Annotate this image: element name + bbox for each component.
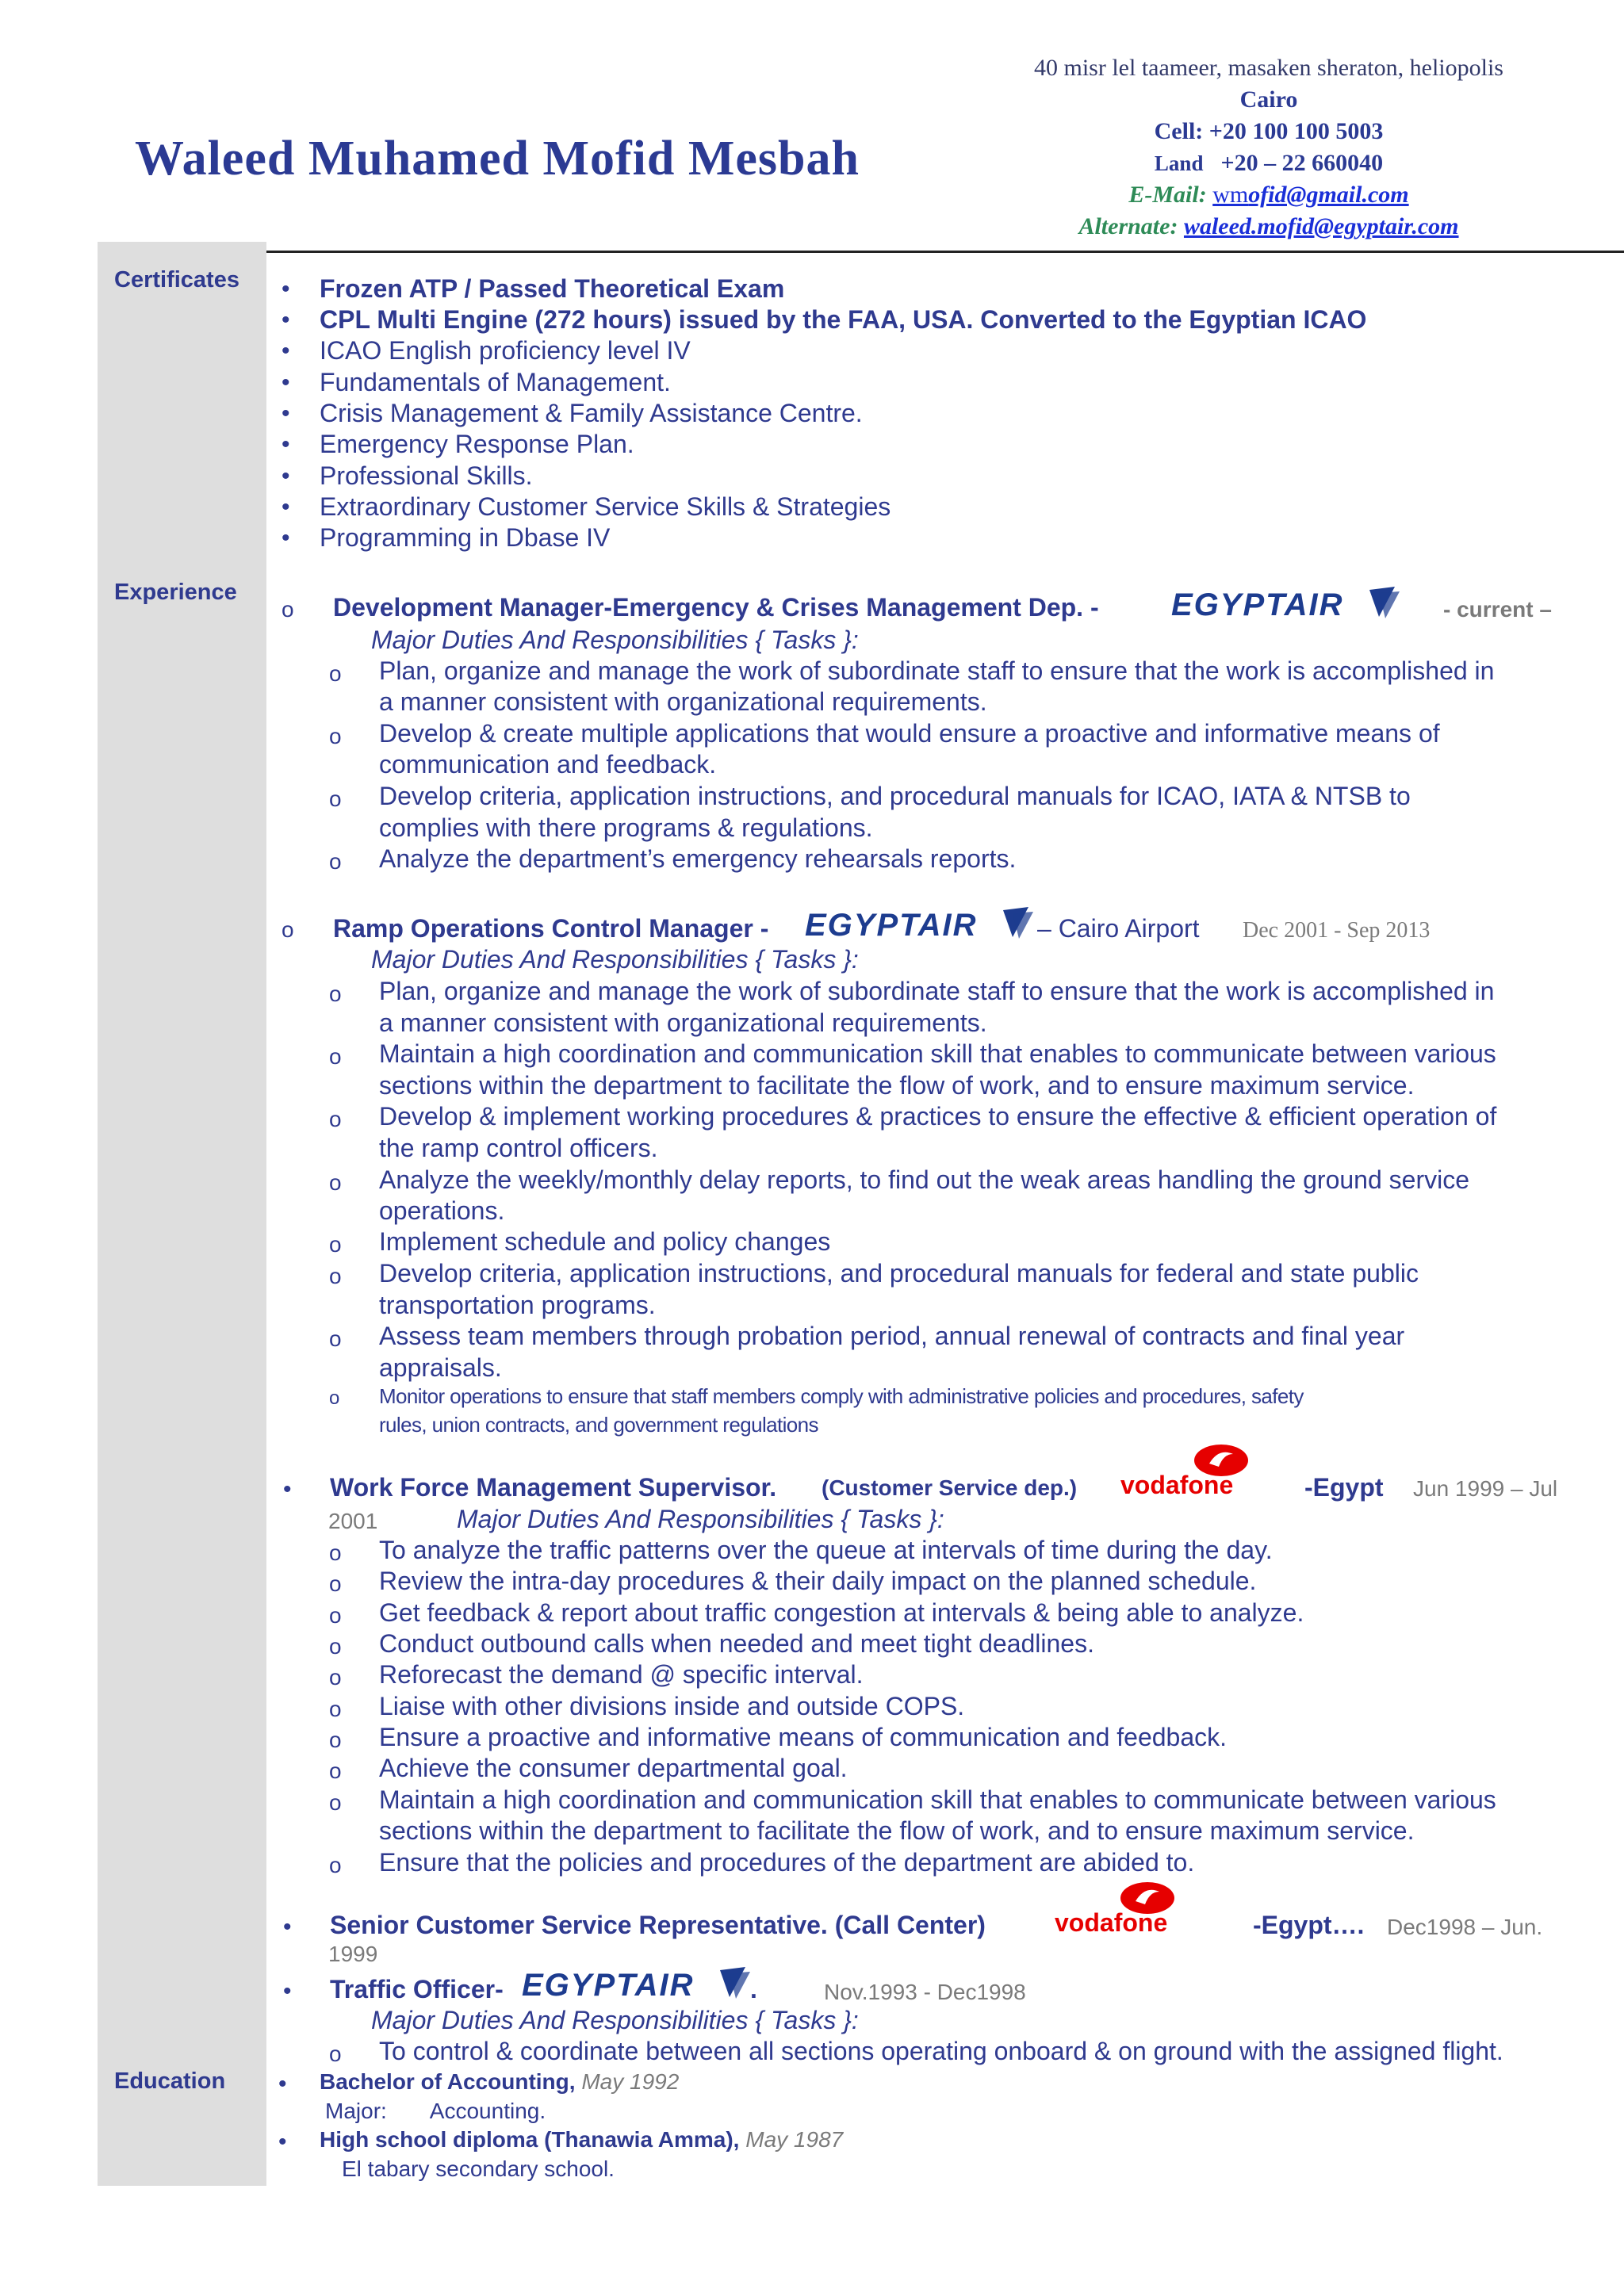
list-item: Fundamentals of Management. [320, 368, 671, 396]
egyptair-logo-text: EGYPTAIR [522, 1968, 695, 2003]
bullet-icon: • [283, 1978, 292, 2004]
task-line: Assess team members through probation period, annual renewal of contracts and final year [379, 1322, 1405, 1350]
task-line: appraisals. [379, 1353, 502, 1382]
circle-bullet-icon: o [329, 1540, 342, 1565]
circle-bullet-icon: o [329, 1264, 342, 1288]
alternate-email-link[interactable]: waleed.mofid@egyptair.com [1183, 213, 1459, 239]
egyptair-logo [1171, 585, 1401, 623]
task-line: rules, union contracts, and government regulations [379, 1413, 818, 1437]
duties-heading: Major Duties And Responsibilities { Tasks }: [371, 945, 859, 974]
task-line: communication and feedback. [379, 750, 717, 779]
degree-date: May 1987 [745, 2127, 844, 2152]
duties-heading: Major Duties And Responsibilities { Tasks }: [371, 626, 859, 654]
task-line: To control & coordinate between all sections operating onboard & on ground with the assigned flight. [379, 2037, 1503, 2065]
egyptair-logo-text: EGYPTAIR [1171, 587, 1344, 622]
task-line: Ensure that the policies and procedures of the department are abided to. [379, 1848, 1195, 1877]
candidate-name: Waleed Muhamed Mofid Mesbah [135, 132, 860, 186]
task-line: Analyze the weekly/monthly delay reports, to find out the weak areas handling the ground service [379, 1165, 1470, 1194]
land-phone [936, 147, 1602, 179]
list-item: Emergency Response Plan. [320, 430, 634, 458]
egyptair-logo-text: EGYPTAIR [805, 908, 978, 943]
alternate-label: Alternate: [1078, 213, 1178, 239]
circle-bullet-icon: o [329, 1387, 340, 1409]
bullet-icon: • [282, 276, 290, 302]
task-line: sections within the department to facilitate the flow of work, and to ensure maximum service. [379, 1816, 1415, 1845]
circle-bullet-icon: o [329, 1232, 342, 1257]
major-row [325, 2099, 546, 2124]
list-item: Extraordinary Customer Service Skills & Strategies [320, 492, 891, 521]
bullet-icon: • [278, 2129, 287, 2155]
job-date: Dec 2001 - Sep 2013 [1243, 918, 1431, 943]
circle-bullet-icon: o [329, 724, 342, 748]
circle-bullet-icon: o [329, 786, 342, 811]
circle-bullet-icon: o [329, 1107, 342, 1131]
job-title: Development Manager-Emergency & Crises Management Dep. - [333, 593, 1099, 622]
task-line: Implement schedule and policy changes [379, 1227, 831, 1256]
bullet-icon: • [282, 400, 290, 427]
task-line: Develop criteria, application instructions, and procedural manuals for ICAO, IATA & NTSB to [379, 782, 1411, 810]
job-date: Nov.1993 - Dec1998 [824, 1980, 1026, 2004]
certificates-heading: Certificates [114, 267, 239, 293]
degree-title: Bachelor of Accounting, [320, 2069, 576, 2094]
bullet-icon: • [282, 494, 290, 520]
circle-bullet-icon: o [329, 1665, 342, 1689]
job-location: -Egypt…. [1253, 1911, 1365, 1939]
task-line: Develop criteria, application instructions, and procedural manuals for federal and state public [379, 1259, 1419, 1288]
contact-block [936, 52, 1602, 243]
circle-bullet-icon: o [282, 917, 294, 942]
job-date: Dec1998 – Jun. [1387, 1915, 1543, 1939]
bullet-icon: • [278, 2071, 287, 2097]
circle-bullet-icon: o [329, 2042, 342, 2066]
task-line: Get feedback & report about traffic congestion at intervals & being able to analyze. [379, 1598, 1304, 1627]
circle-bullet-icon: o [329, 1634, 342, 1659]
task-line: Reforecast the demand @ specific interval. [379, 1660, 864, 1689]
list-item [320, 2127, 843, 2152]
list-item: Programming in Dbase IV [320, 523, 611, 552]
city: Cairo [1239, 86, 1298, 113]
task-line: Develop & implement working procedures & practices to ensure the effective & efficient operation of [379, 1102, 1497, 1131]
circle-bullet-icon: o [329, 1697, 342, 1721]
job-location: – Cairo Airport [1037, 914, 1200, 943]
email-row [936, 179, 1602, 211]
vodafone-logo-text: vodafone [1120, 1471, 1234, 1499]
circle-bullet-icon: o [329, 849, 342, 874]
circle-bullet-icon: o [329, 1790, 342, 1815]
email-prefix[interactable]: wm [1212, 182, 1249, 208]
task-line: a manner consistent with organizational requirements. [379, 1008, 987, 1037]
bullet-icon: • [282, 431, 290, 457]
circle-bullet-icon: o [329, 1044, 342, 1069]
job-department: (Customer Service dep.) [822, 1475, 1078, 1500]
list-item: Frozen ATP / Passed Theoretical Exam [320, 274, 785, 303]
major-label: Major: [325, 2099, 387, 2123]
major-value: Accounting. [429, 2099, 546, 2123]
circle-bullet-icon: o [329, 1728, 342, 1752]
list-item: Professional Skills. [320, 461, 533, 490]
experience-heading: Experience [114, 580, 237, 605]
job-title: Traffic Officer- [330, 1975, 504, 2003]
degree-title: High school diploma (Thanawia Amma), [320, 2127, 740, 2152]
land-label: Land [1154, 151, 1204, 175]
task-line: Plan, organize and manage the work of subordinate staff to ensure that the work is accomplished in [379, 977, 1495, 1005]
education-heading: Education [114, 2068, 226, 2094]
bullet-icon: • [283, 1476, 292, 1502]
bullet-icon: • [282, 307, 290, 333]
task-line: Conduct outbound calls when needed and meet tight deadlines. [379, 1629, 1094, 1658]
task-line: Monitor operations to ensure that staff members comply with administrative policies and procedures, safety [379, 1384, 1304, 1408]
task-line: Maintain a high coordination and communication skill that enables to communicate between various [379, 1039, 1496, 1068]
task-line: Liaise with other divisions inside and outside COPS. [379, 1692, 965, 1720]
degree-date: May 1992 [581, 2069, 680, 2094]
job-title: Senior Customer Service Representative. (Call Center) [330, 1911, 986, 1939]
duties-heading: Major Duties And Responsibilities { Tasks }: [371, 2006, 859, 2034]
alternate-email-row [936, 211, 1602, 243]
job-location: -Egypt [1304, 1473, 1384, 1502]
list-item [320, 2069, 679, 2095]
task-line: Maintain a high coordination and communication skill that enables to communicate between various [379, 1785, 1496, 1814]
address: 40 misr lel taameer, masaken sheraton, heliopolis [1034, 55, 1503, 81]
circle-bullet-icon: o [329, 1571, 342, 1596]
job-date: - current – [1443, 597, 1552, 622]
email-label: E-Mail: [1128, 182, 1207, 208]
email-link[interactable]: ofid@gmail.com [1248, 182, 1409, 208]
list-item: Crisis Management & Family Assistance Centre. [320, 399, 863, 427]
circle-bullet-icon: o [329, 1758, 342, 1783]
list-item: CPL Multi Engine (272 hours) issued by the FAA, USA. Converted to the Egyptian ICAO [320, 305, 1367, 334]
circle-bullet-icon: o [329, 1603, 342, 1628]
circle-bullet-icon: o [329, 1326, 342, 1351]
task-line: Plan, organize and manage the work of subordinate staff to ensure that the work is accomplished in [379, 656, 1495, 685]
bullet-icon: • [282, 369, 290, 396]
task-line: the ramp control officers. [379, 1134, 658, 1162]
circle-bullet-icon: o [329, 1170, 342, 1195]
list-item: ICAO English proficiency level IV [320, 336, 691, 365]
job-title-end: . [750, 1975, 757, 2003]
egyptair-logo [522, 1965, 752, 2003]
job-date-continued: 1999 [328, 1942, 378, 1966]
job-title: Ramp Operations Control Manager - [333, 914, 769, 943]
task-line: Review the intra-day procedures & their daily impact on the planned schedule. [379, 1567, 1257, 1595]
land-value: +20 – 22 660040 [1220, 150, 1384, 176]
task-line: a manner consistent with organizational requirements. [379, 687, 987, 716]
header-divider [262, 251, 1624, 253]
school-name: El tabary secondary school. [342, 2156, 615, 2181]
circle-bullet-icon: o [329, 1853, 342, 1877]
bullet-icon: • [282, 463, 290, 489]
circle-bullet-icon: o [282, 597, 294, 622]
cell-phone: Cell: +20 100 100 5003 [1154, 118, 1384, 144]
task-line: Achieve the consumer departmental goal. [379, 1754, 848, 1782]
task-line: Develop & create multiple applications that would ensure a proactive and informative means of [379, 719, 1440, 748]
task-line: sections within the department to facilitate the flow of work, and to ensure maximum service. [379, 1071, 1415, 1100]
vodafone-logo [1114, 1443, 1297, 1500]
task-line: To analyze the traffic patterns over the queue at intervals of time during the day. [379, 1536, 1273, 1564]
task-line: operations. [379, 1196, 505, 1225]
bullet-icon: • [282, 525, 290, 551]
job-title: Work Force Management Supervisor. [330, 1473, 777, 1502]
section-sidebar [98, 242, 266, 2186]
task-line: Ensure a proactive and informative means of communication and feedback. [379, 1723, 1228, 1751]
vodafone-logo [1048, 1881, 1247, 1938]
task-line: Analyze the department’s emergency rehearsals reports. [379, 844, 1017, 873]
egyptair-logo [805, 905, 1035, 943]
circle-bullet-icon: o [329, 982, 342, 1006]
bullet-icon: • [283, 1914, 292, 1940]
vodafone-logo-text: vodafone [1055, 1908, 1168, 1937]
circle-bullet-icon: o [329, 661, 342, 686]
bullet-icon: • [282, 338, 290, 364]
job-date: Jun 1999 – Jul [1413, 1476, 1558, 1501]
job-date-continued: 2001 [328, 1509, 378, 1533]
duties-heading: Major Duties And Responsibilities { Tasks }: [457, 1505, 944, 1533]
task-line: transportation programs. [379, 1291, 656, 1319]
task-line: complies with there programs & regulations. [379, 813, 873, 842]
